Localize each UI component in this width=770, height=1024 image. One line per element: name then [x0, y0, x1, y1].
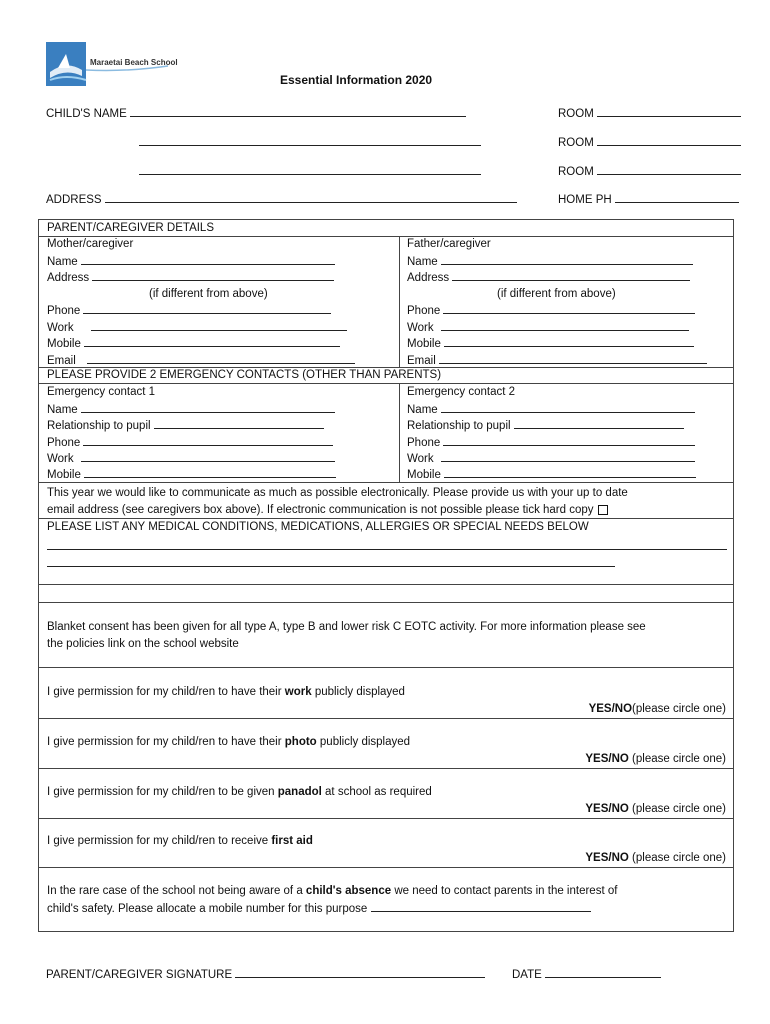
permission-bold: panadol	[277, 786, 322, 798]
emergency2-name-row	[407, 401, 695, 419]
father-name-row	[407, 253, 693, 271]
permission-text: publicly displayed	[311, 686, 405, 698]
school-name: Maraetai Beach School	[90, 58, 178, 67]
permission-text: I give permission for my child/ren to be given	[47, 786, 278, 798]
divider	[39, 236, 733, 237]
divider	[39, 867, 733, 868]
parents-section-title: PARENT/CAREGIVER DETAILS	[47, 222, 214, 234]
emergency1-name-label: Name	[47, 403, 78, 416]
father-mobile-label: Mobile	[407, 338, 441, 350]
divider	[39, 818, 733, 819]
permission-bold: first aid	[271, 835, 313, 847]
yes-no-label: YES/NO	[585, 852, 629, 864]
emergency1-mobile-field[interactable]	[84, 466, 336, 478]
emergency1-name-row	[47, 401, 335, 419]
emergency1-mobile-row	[47, 466, 336, 484]
room-row-3	[558, 162, 741, 178]
permission-panadol-text	[47, 784, 432, 801]
room-row-1	[558, 104, 741, 120]
circle-note: (please circle one)	[628, 852, 726, 864]
room-field-3[interactable]	[597, 162, 741, 175]
mother-address-label: Address	[47, 272, 90, 284]
permission-text: I give permission for my child/ren to have their	[47, 686, 285, 698]
divider	[39, 584, 733, 585]
home-ph-field[interactable]	[615, 190, 739, 203]
emergency2-phone-field[interactable]	[443, 434, 695, 446]
permission-text: I give permission for my child/ren to have their	[47, 736, 285, 748]
emergency1-phone-row	[47, 434, 333, 452]
mother-address-field[interactable]	[92, 269, 334, 281]
date-label: DATE	[512, 969, 542, 981]
child-name-row-2	[139, 133, 481, 149]
absence-text: In the rare case of the school not being aware of a	[47, 885, 306, 897]
emergency1-relationship-label: Relationship to pupil	[47, 420, 151, 432]
mother-email-field[interactable]	[87, 352, 355, 364]
circle-note: (please circle one)	[628, 803, 726, 815]
home-ph-label: HOME PH	[558, 194, 612, 206]
absence-bold: child's absence	[305, 885, 392, 897]
child-name-field[interactable]	[130, 104, 466, 117]
room-field-1[interactable]	[597, 104, 741, 117]
mother-heading: Mother/caregiver	[47, 238, 134, 250]
room-row-2	[558, 133, 741, 149]
emergency2-work-label: Work	[407, 453, 434, 465]
mother-email-label: Email	[47, 354, 76, 367]
room-field-2[interactable]	[597, 133, 741, 146]
divider	[39, 482, 733, 483]
divider	[39, 602, 733, 603]
circle-note: (please circle one)	[628, 753, 726, 765]
yes-no-label: YES/NO	[585, 753, 629, 765]
emergency1-relationship-field[interactable]	[154, 417, 324, 429]
page-title: Essential Information 2020	[280, 73, 433, 87]
date-field[interactable]	[545, 965, 661, 978]
father-name-label: Name	[407, 255, 438, 268]
father-work-field[interactable]	[441, 319, 689, 331]
column-divider	[399, 236, 400, 367]
father-mobile-field[interactable]	[444, 335, 694, 347]
yes-no-label: YES/NO	[585, 803, 629, 815]
address-field[interactable]	[105, 190, 517, 203]
circle-note: (please circle one)	[632, 703, 726, 715]
consent-line-2: the policies link on the school website	[47, 638, 239, 650]
column-divider	[399, 383, 400, 482]
date-row	[512, 965, 661, 981]
father-email-field[interactable]	[439, 352, 707, 364]
medical-line-row-1	[47, 538, 727, 556]
emergency2-phone-row	[407, 434, 695, 452]
permission-bold: work	[284, 686, 312, 698]
emergency2-relationship-field[interactable]	[514, 417, 684, 429]
emergency1-heading: Emergency contact 1	[47, 386, 156, 398]
child-name-row	[46, 104, 466, 120]
emergency2-heading: Emergency contact 2	[407, 386, 516, 398]
child-name-field-2[interactable]	[139, 133, 481, 146]
father-heading: Father/caregiver	[407, 238, 491, 250]
permission-text: publicly displayed	[316, 736, 411, 748]
medical-field-2[interactable]	[47, 555, 615, 567]
emergency2-relationship-row	[407, 417, 684, 435]
father-address-row	[407, 269, 690, 287]
signature-label: PARENT/CAREGIVER SIGNATURE	[46, 969, 233, 981]
room-label: ROOM	[558, 166, 594, 178]
mother-address-note: (if different from above)	[149, 287, 268, 300]
father-phone-label: Phone	[407, 305, 441, 317]
father-mobile-row	[407, 335, 694, 353]
medical-line-row-2	[47, 555, 615, 573]
child-name-label: CHILD'S NAME	[46, 108, 127, 120]
father-address-note: (if different from above)	[497, 287, 616, 300]
permission-panadol-answer[interactable]	[585, 801, 726, 818]
emergency1-name-field[interactable]	[81, 401, 335, 413]
permission-first-aid-answer[interactable]	[585, 850, 726, 867]
emergency2-mobile-row	[407, 466, 696, 484]
mother-work-row	[47, 319, 347, 337]
emergency2-name-label: Name	[407, 403, 438, 416]
hard-copy-checkbox[interactable]	[598, 505, 608, 515]
emergency1-relationship-row	[47, 417, 324, 435]
absence-line-1	[47, 883, 617, 900]
home-ph-row	[558, 190, 739, 206]
mother-phone-row	[47, 302, 331, 320]
permission-text: at school as required	[321, 786, 432, 798]
emergency1-phone-field[interactable]	[83, 434, 333, 446]
signature-field[interactable]	[235, 965, 485, 978]
room-label: ROOM	[558, 108, 594, 120]
absence-text: we need to contact parents in the interest of	[391, 885, 618, 897]
medical-title: PLEASE LIST ANY MEDICAL CONDITIONS, MEDICATIONS, ALLERGIES OR SPECIAL NEEDS BELOW	[47, 521, 589, 533]
mother-mobile-row	[47, 335, 340, 353]
absence-text: child's safety. Please allocate a mobile number for this purpose	[47, 903, 368, 915]
absence-mobile-field[interactable]	[371, 900, 591, 912]
emergency2-work-field[interactable]	[441, 450, 695, 462]
mother-address-row	[47, 269, 334, 287]
emergency1-phone-label: Phone	[47, 436, 81, 449]
emergency2-mobile-label: Mobile	[407, 469, 441, 481]
divider	[39, 768, 733, 769]
mother-mobile-field[interactable]	[84, 335, 340, 347]
emergency1-work-label: Work	[47, 453, 74, 465]
permission-text: I give permission for my child/ren to receive	[47, 835, 272, 847]
electronic-line-2	[47, 502, 608, 519]
permission-photo-text	[47, 734, 410, 751]
address-row	[46, 190, 517, 206]
address-label: ADDRESS	[46, 194, 102, 206]
mother-phone-label: Phone	[47, 305, 81, 317]
details-table	[38, 219, 734, 932]
medical-field-1[interactable]	[47, 538, 727, 550]
divider	[39, 667, 733, 668]
father-work-row	[407, 319, 689, 337]
emergency2-phone-label: Phone	[407, 436, 441, 449]
absence-line-2	[47, 900, 591, 918]
mother-name-field[interactable]	[81, 253, 335, 265]
emergency2-work-row	[407, 450, 695, 468]
emergency1-work-field[interactable]	[81, 450, 335, 462]
permission-first-aid-text	[47, 833, 313, 850]
mother-work-field[interactable]	[91, 319, 347, 331]
permission-bold: photo	[284, 736, 317, 748]
father-name-field[interactable]	[441, 253, 693, 265]
child-name-row-3	[139, 162, 481, 178]
child-name-field-3[interactable]	[139, 162, 481, 175]
permission-photo-answer[interactable]	[585, 751, 726, 768]
emergency2-mobile-field[interactable]	[444, 466, 696, 478]
permission-work-text	[47, 684, 405, 701]
permission-work-answer[interactable]	[589, 701, 726, 718]
electronic-line-1: This year we would like to communicate as much as possible electronically. Please provide us with your up to date	[47, 487, 628, 499]
father-phone-row	[407, 302, 695, 320]
mother-phone-field[interactable]	[83, 302, 331, 314]
mother-mobile-label: Mobile	[47, 338, 81, 350]
mother-name-row	[47, 253, 335, 271]
father-work-label: Work	[407, 321, 434, 334]
emergency2-relationship-label: Relationship to pupil	[407, 420, 511, 432]
father-address-field[interactable]	[452, 269, 690, 281]
emergency2-name-field[interactable]	[441, 401, 695, 413]
consent-line-1: Blanket consent has been given for all type A, type B and lower risk C EOTC activity. For more information please see	[47, 621, 646, 633]
emergency-section-title: PLEASE PROVIDE 2 EMERGENCY CONTACTS (OTHER THAN PARENTS)	[47, 369, 442, 381]
mother-name-label: Name	[47, 255, 78, 268]
electronic-line-2-text: email address (see caregivers box above). If electronic communication is not possible please tick hard copy	[47, 504, 594, 516]
father-email-label: Email	[407, 354, 436, 367]
mother-work-label: Work	[47, 321, 74, 334]
emergency1-work-row	[47, 450, 335, 468]
divider	[39, 718, 733, 719]
father-address-label: Address	[407, 272, 450, 284]
signature-row	[46, 965, 485, 981]
room-label: ROOM	[558, 137, 594, 149]
yes-no-label: YES/NO	[588, 703, 633, 715]
emergency1-mobile-label: Mobile	[47, 469, 81, 481]
school-logo	[46, 42, 178, 88]
father-phone-field[interactable]	[443, 302, 695, 314]
